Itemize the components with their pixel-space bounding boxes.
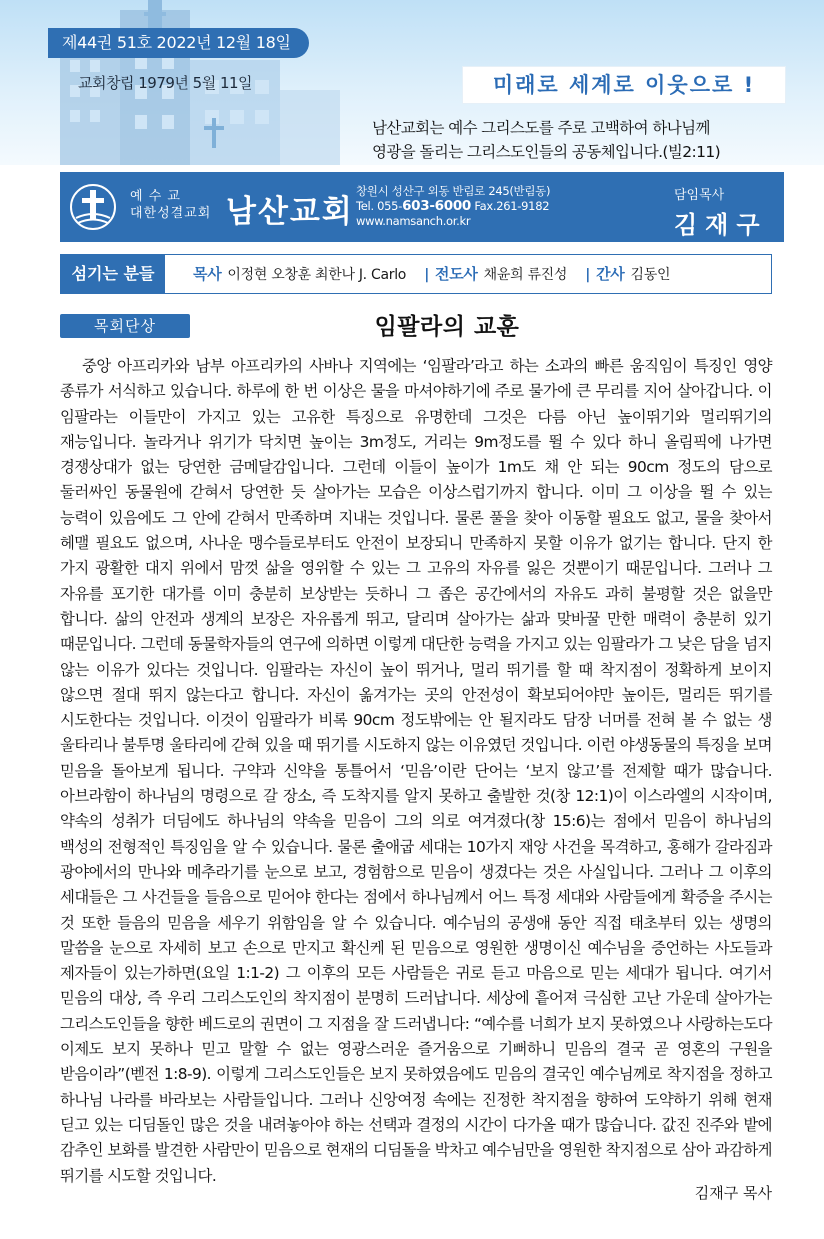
column-badge: 목회단상 (60, 314, 190, 338)
denomination (130, 188, 211, 222)
denomination-line-1: 예 수 교 (130, 189, 181, 204)
tel-prefix: Tel. 055- (356, 199, 403, 213)
church-motto: 미래로 세계로 이웃으로 ! (462, 66, 786, 104)
denomination-line-2: 대한성결교회 (130, 206, 212, 221)
tel-number: 603-6000 (402, 198, 472, 214)
contact-info (356, 184, 550, 229)
role-pastors: 목사 (193, 265, 222, 283)
separator: | (424, 267, 430, 283)
pastors-names: 이정현 오창훈 최한나 J. Carlo (227, 267, 407, 283)
staff-bar (60, 254, 772, 294)
mission-line-1: 남산교회는 예수 그리스도를 주로 고백하여 하나님께 (372, 119, 710, 137)
address: 창원시 성산구 외동 반림로 245(반림동) (356, 184, 551, 198)
header-banner (0, 0, 824, 165)
founded-date: 교회창립 1979년 5월 11일 (78, 74, 253, 92)
staff-list (193, 255, 670, 294)
mission-statement (372, 116, 792, 164)
column-author: 김재구 목사 (694, 1184, 772, 1202)
church-name: 남산교회 (226, 194, 354, 230)
column-body: 중앙 아프리카와 남부 아프리카의 사바나 지역에는 ‘임팔라’라고 하는 소과의 빠른 움직임이 특징인 영양 종류가 서식하고 있습니다. 하루에 한 번 이상은 물을 마셔야하기에 주로 물가에 큰 무리를 지어 살아갑니다. 이 임팔라는 이들만이 가지고 있는 고유한 특징으로 유명한데 그것은 다름 아닌 높이뛰기와 멀리뛰기의 재능입니다. 놀라거나 위기가 닥치면 높이는 3m정도, 거리는 9m정도를 뛸 수 있다 하니 올림픽에 나가면 경쟁상대가 없는 당연한 금메달감입니다. 그런데 이들이 높이가 1m도 채 안 되는 90cm 정도의 담으로 둘러싸인 동물원에 갇혀서 당연한 듯 살아가는 모습은 이상스럽기까지 합니다. 이미 그 이상을 뛸 수 있는 능력이 있음에도 그 안에 갇혀서 만족하며 지내는 것입니다. 물론 풀을 찾아 이동할 필요도 없고, 물을 찾아서 헤맬 필요도 없으며, 사나운 맹수들로부터도 안전이 보장되니 만족하지 못할 이유가 없기는 합니다. 단지 한 가지 광활한 대지 위에서 맘껏 삶을 영위할 수 있는 그 고유의 자유를 잃은 것뿐이기 때문입니다. 그러나 그 자유를 포기한 대가를 이미 충분히 보상받는 듯하니 그 좁은 공간에서의 자유도 과히 불평할 것은 없을만 합니다. 삶의 안전과 생계의 보장은 자유롭게 뛰고, 달리며 살아가는 삶과 맞바꿀 만한 매력이 충분히 있기 때문입니다. 그런데 동물학자들의 연구에 의하면 이렇게 대단한 능력을 가지고 있는 임팔라가 그 낮은 담을 넘지 않는 이유가 있다는 것입니다. 임팔라는 자신이 높이 뛰거나, 멀리 뛰기를 할 때 착지점이 정확하게 보이지 않으면 절대 뛰지 않는다고 합니다. 자신이 옮겨가는 곳의 안전성이 확보되어야만 높이든, 멀리든 뛰기를 시도한다는 것입니다. 이것이 임팔라가 비록 90cm 정도밖에는 안 될지라도 담장 너머를 전혀 볼 수 없는 생 울타리나 불투명 울타리에 갇혀 있을 때 뛰기를 시도하지 않는 이유였던 것입니다. 이런 야생동물의 특징을 보며 믿음을 돌아보게 됩니다. 구약과 신약을 통틀어서 ‘믿음’이란 단어는 ‘보지 않고’를 전제할 때가 많습니다. 아브라함이 하나님의 명령으로 갈 장소, 즉 도착지를 알지 못하고 출발한 것(창 12:1)이 이스라엘의 시작이며, 약속의 성취가 더딤에도 하나님의 약속을 믿음이 그의 의로 여겨졌다(창 15:6)는 점에서 믿음이 하나님의 백성의 전형적인 특징임을 알 수 있습니다. 물론 출애굽 세대는 10가지 재앙 사건을 목격하고, 홍해가 갈라짐과 광야에서의 만나와 메추라기를 눈으로 보고, 경험함으로 믿음이 생겼다는 것은 사실입니다. 그러나 그 이후의 세대들은 그 사건들을 들음으로 믿어야 한다는 점에서 하나님께서 어느 특정 세대와 사람들에게 확증을 주시는 것 또한 들음의 믿음을 세우기 위함임을 알 수 있습니다. 예수님의 공생애 동안 직접 태초부터 있는 생명의 말씀을 눈으로 자세히 보고 손으로 만지고 확신케 된 믿음으로 영원한 생명이신 예수님을 증언하는 사도들과 제자들이 있는가하면(요일 1:1-2) 그 이후의 모든 사람들은 귀로 듣고 마음으로 믿는 세대가 됩니다. 여기서 믿음의 대상, 즉 우리 그리스도인의 착지점이 분명히 드러납니다. 세상에 흩어져 극심한 고난 가운데 살아가는 그리스도인들을 향한 베드로의 권면이 그 지점을 잘 드러냅니다: “예수를 너희가 보지 못하였으나 사랑하는도다 이제도 보지 못하나 믿고 말할 수 없는 영광스러운 즐거움으로 기뻐하니 믿음의 결국 곧 영혼의 구원을 받음이라”(벧전 1:8-9). 이렇게 그리스도인들은 보지 못하였음에도 믿음의 결국인 예수님께로 착지점을 정하고 하나님 나라를 바라보는 사람들입니다. 그러나 신앙여정 속에는 진정한 착지점을 향하여 도약하기 위해 현재 딛고 있는 디딤돌인 많은 것을 내려놓아야 하는 선택과 결정의 시간이 다가올 때가 많습니다. 값진 진주와 밭에 감추인 보화를 발견한 사람만이 믿음으로 현재의 디딤돌을 박차고 예수님만을 영원한 착지점으로 삼아 과감하게 뛰기를 시도할 것입니다. (60, 357, 772, 1185)
role-evangelists: 전도사 (435, 265, 478, 283)
church-logo-icon (68, 182, 118, 232)
pastor-label: 담임목사 (674, 188, 725, 203)
issue-badge: 제44권 51호 2022년 12월 18일 (48, 28, 309, 58)
phone-fax (356, 199, 550, 214)
column-title: 임팔라의 교훈 (374, 314, 520, 340)
role-elders: 간사 (596, 265, 625, 283)
evangelists-names: 채윤희 류진성 (483, 267, 568, 283)
fax: Fax.261-9182 (474, 199, 550, 213)
staff-label: 섬기는 분들 (61, 255, 165, 293)
mission-line-2: 영광을 돌리는 그리스도인들의 공동체입니다.(빌2:11) (372, 143, 721, 161)
elders-names: 김동인 (630, 267, 671, 283)
senior-pastor (674, 184, 768, 240)
separator: | (585, 267, 591, 283)
church-identity-bar (60, 172, 784, 242)
website-link[interactable]: www.namsanch.or.kr (356, 214, 471, 228)
pastor-name: 김재구 (674, 211, 768, 239)
